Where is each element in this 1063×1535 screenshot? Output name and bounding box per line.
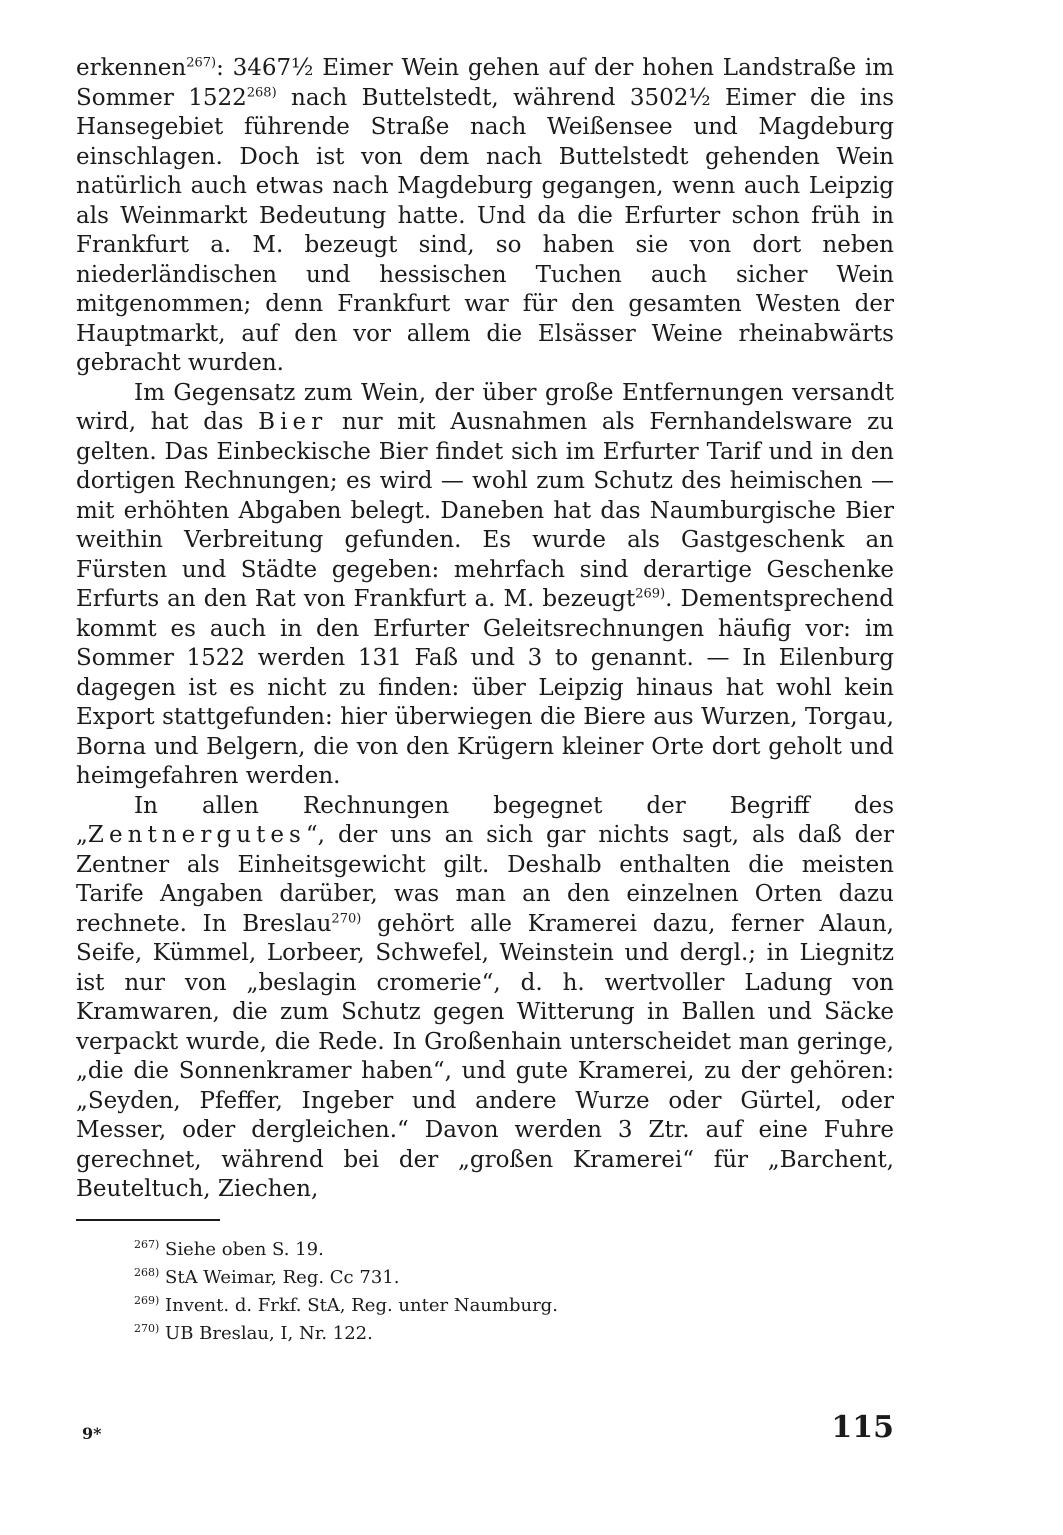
signature-mark: 9* [82,1423,102,1443]
footnote-number: 267) [134,1237,160,1251]
paragraph-beer [76,379,894,792]
footnote-text: UB Breslau, I, Nr. 122. [159,1322,373,1344]
emphasized-term: Bier [258,409,328,435]
footnote [134,1261,894,1289]
text-run: : 3467½ Eimer Wein gehen auf der hohen Landstraße im Sommer 1522 [76,55,894,111]
paragraph-wine [76,54,894,379]
footnote [134,1233,894,1261]
footnote-number: 268) [134,1265,160,1279]
footnote-number: 270) [134,1321,160,1335]
emphasized-term: Zentnergutes [87,822,306,848]
footnote-number: 269) [134,1293,160,1307]
text-run: erkennen [76,55,187,81]
footnote [134,1289,894,1317]
page-number: 115 [831,1409,894,1445]
footnote-ref-267: 267) [186,55,217,71]
footnote-text: Invent. d. Frkf. StA, Reg. unter Naumburg. [159,1294,558,1316]
footnote-text: StA Weimar, Reg. Cc 731. [159,1266,400,1288]
book-page [76,54,894,1445]
text-run: Im Gegensatz zum Wein, der über große Entfernungen versandt wird, hat das [76,379,894,435]
footnote-text: Siehe oben S. 19. [159,1238,324,1260]
text-run: In allen Rechnungen begegnet der Begriff des „ [76,792,894,848]
paragraph-zentnergut [76,792,894,1205]
footnote-ref-268: 268) [246,84,277,100]
footnote [134,1317,894,1345]
footnotes [76,1233,894,1345]
footnote-divider [76,1219,220,1221]
text-run: gehört alle Kramerei dazu, ferner Alaun, Seife, Kümmel, Lorbeer, Schwefel, Weinstein und dergl.; in Liegnitz ist nur von „beslagin cromerie“, d. h. wertvoller Ladung von Kramwaren, die zum Schutz gegen Witterung in Ballen und Säcke verpackt wurde, die Rede. In Großenhain unterscheidet man geringe, „die die Sonnenkramer haben“, und gute Kramerei, zu der gehören: „Seyden, Pfeffer, Ingeber und andere Wurze oder Gürtel, oder Messer, oder dergleichen.“ Davon werden 3 Ztr. auf eine Fuhre gerechnet, während bei der „großen Kramerei“ für „Barchent, Beuteltuch, Ziechen, [76,910,894,1202]
page-footer [76,1405,894,1445]
text-run: “, der uns an sich gar nichts sagt, als daß der Zentner als Einheitsgewicht gilt. Deshalb enthalten die meisten Tarife Angaben darüber, was man an den einzelnen Orten dazu rechnete. In Breslau [76,822,894,937]
footnote-ref-269: 269) [635,586,666,602]
text-run: . Dementsprechend kommt es auch in den Erfurter Geleitsrechnungen häufig vor: im Sommer 1522 werden 131 Faß und 3 to genannt. — In Eilenburg dagegen ist es nicht zu finden: über Leipzig hinaus hat wohl kein Export stattgefunden: hier überwiegen die Biere aus Wurzen, Torgau, Borna und Belgern, die von den Krügern kleiner Orte dort geholt und heimgefahren werden. [76,586,894,789]
text-run: nur mit Ausnahmen als Fernhandelsware zu gelten. Das Einbeckische Bier findet sich im Erfurter Tarif und in den dortigen Rechnungen; es wird — wohl zum Schutz des heimischen — mit erhöhten Abgaben belegt. Daneben hat das Naumburgische Bier weithin Verbreitung gefunden. Es wurde als Gastgeschenk an Fürsten und Städte gegeben: mehrfach sind derartige Geschenke Erfurts an den Rat von Frankfurt a. M. bezeugt [76,409,894,612]
main-text [76,54,894,1205]
text-run: nach Buttelstedt, während 3502½ Eimer die ins Hansegebiet führende Straße nach Weißensee und Magdeburg einschlagen. Doch ist von dem nach Buttelstedt gehenden Wein natürlich auch etwas nach Magdeburg gegangen, wenn auch Leipzig als Weinmarkt Bedeutung hatte. Und da die Erfurter schon früh in Frankfurt a. M. bezeugt sind, so haben sie von dort neben niederländischen und hessischen Tuchen auch sicher Wein mitgenommen; denn Frankfurt war für den gesamten Westen der Hauptmarkt, auf den vor allem die Elsässer Weine rheinabwärts gebracht wurden. [76,84,894,376]
footnote-ref-270: 270) [331,910,362,926]
